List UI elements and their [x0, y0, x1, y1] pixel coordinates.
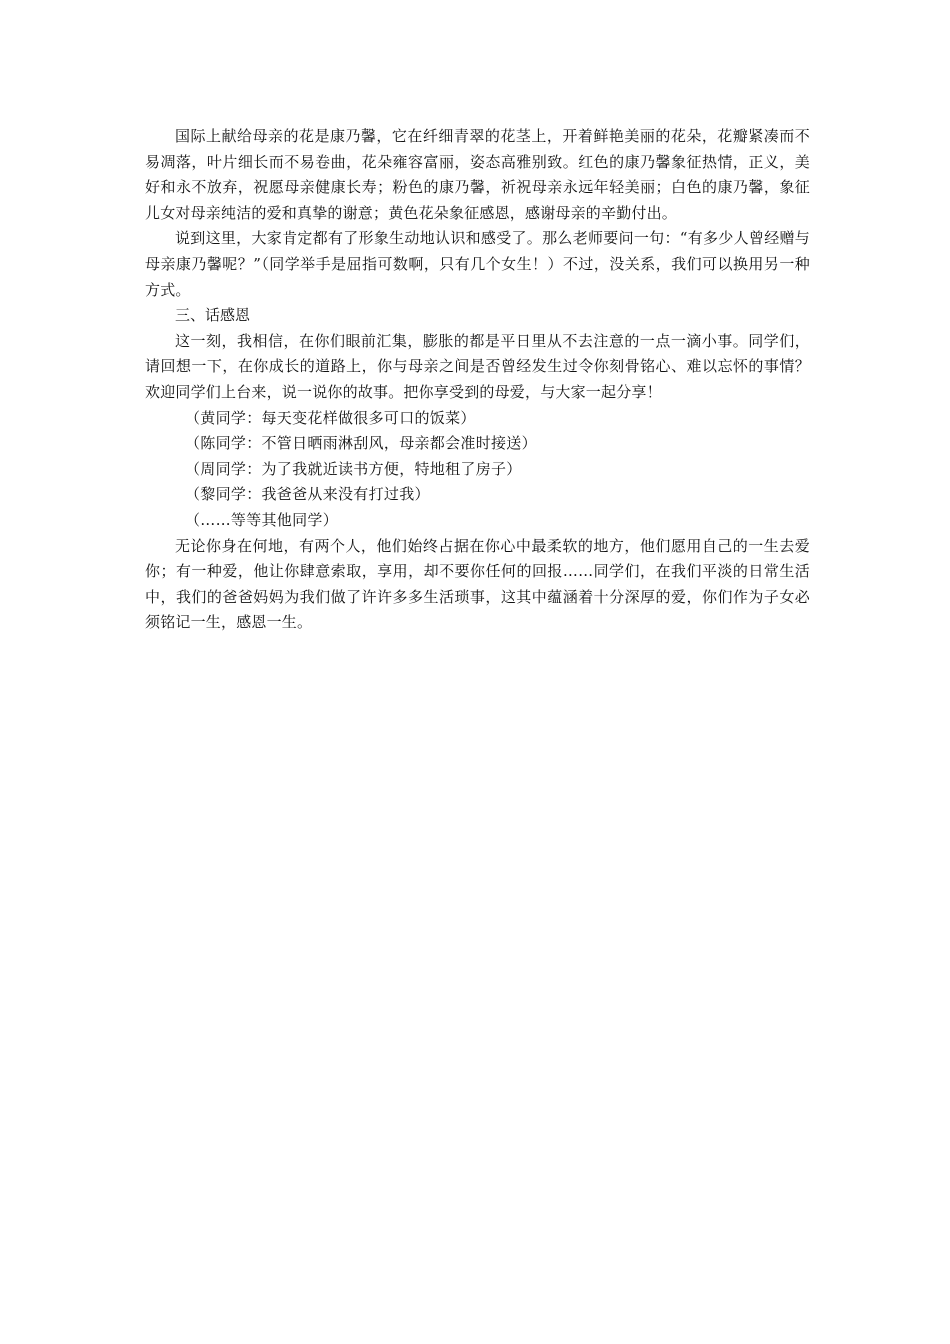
- student-quote-others: （……等等其他同学）: [185, 510, 339, 529]
- section-heading: 三、话感恩: [175, 306, 251, 325]
- paragraph-carnation-meaning: 国际上献给母亲的花是康乃馨，它在纤细青翠的花茎上，开着鲜艳美丽的花朵，花瓣紧凑而不易凋落，叶片细长而不易卷曲，花朵雍容富丽，姿态高雅别致。红色的康乃馨象征热情，正义，美好和永不放弃，祝愿母亲健康长寿；粉色的康乃馨，祈祝母亲永远年轻美丽；白色的康乃馨，象征儿女对母亲纯洁的爱和真挚的谢意；黄色花朵象征感恩，感谢母亲的辛勤付出。: [145, 127, 810, 222]
- paragraph-teacher-question: 说到这里，大家肯定都有了形象生动地认识和感受了。那么老师要问一句：“有多少人曾经赠与母亲康乃馨呢？”（同学举手是屈指可数啊，只有几个女生！）不过，没关系，我们可以换用另一种方式。: [145, 229, 810, 299]
- paragraph-share-story: 这一刻，我相信，在你们眼前汇集，膨胀的都是平日里从不去注意的一点一滴小事。同学们，请回想一下，在你成长的道路上，你与母亲之间是否曾经发生过令你刻骨铭心、难以忘怀的事情？欢迎同学们上台来，说一说你的故事。把你享受到的母爱，与大家一起分享！: [145, 331, 810, 401]
- document-page: [145, 124, 810, 636]
- paragraph-closing: 无论你身在何地，有两个人，他们始终占据在你心中最柔软的地方，他们愿用自己的一生去爱你；有一种爱，他让你肆意索取，享用，却不要你任何的回报……同学们，在我们平淡的日常生活中，我们的爸爸妈妈为我们做了许许多多生活琐事，这其中蕴涵着十分深厚的爱，你们作为子女必须铭记一生，感恩一生。: [145, 536, 810, 632]
- student-quote-li: （黎同学：我爸爸从来没有打过我）: [185, 485, 430, 504]
- student-quote-huang: （黄同学：每天变花样做很多可口的饭菜）: [185, 408, 476, 427]
- student-quote-chen: （陈同学：不管日晒雨淋刮风，母亲都会准时接送）: [185, 434, 537, 453]
- student-quote-zhou: （周同学：为了我就近读书方便，特地租了房子）: [185, 459, 522, 478]
